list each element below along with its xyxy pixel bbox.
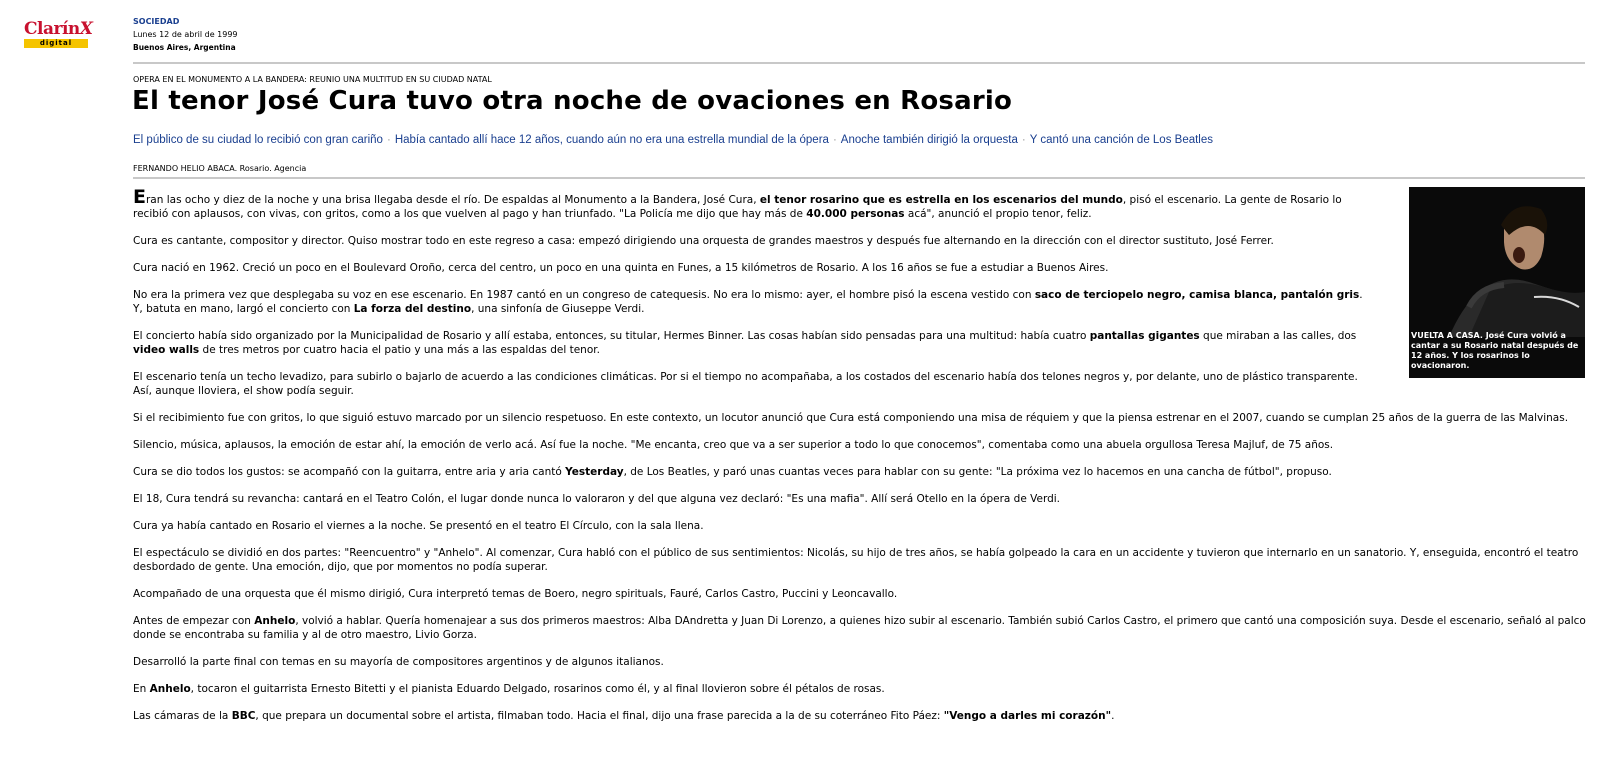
- paragraph: El concierto había sido organizado por la Municipalidad de Rosario y allí estaba, entonces, su titular, Hermes Binner. Las cosas habían sido pensadas para una multitud: había cuatro pantallas gigantes que miraban a las calles, dos video walls de tres metros por cuatro hacia el patio y una más a las espaldas del tenor.: [133, 330, 1357, 356]
- paragraph: Silencio, música, aplausos, la emoción de estar ahí, la emoción de verlo acá. Así fue la noche. "Me encanta, creo que va a ser superior a todo lo que conocemos", comentaba como una abuela orgullosa Teresa Majluf, de 75 años.: [133, 439, 1334, 451]
- drop-cap: E: [133, 186, 146, 208]
- paragraph: El escenario tenía un techo levadizo, para subirlo o bajarlo de acuerdo a las condiciones climáticas. Por si el tiempo no acompañaba, a los costados del escenario había dos telones negros y, por delante, uno de plástico transparente. Así, aunque lloviera, el show podía seguir.: [133, 371, 1358, 397]
- paragraph: En Anhelo, tocaron el guitarrista Ernesto Bitetti y el pianista Eduardo Delgado, rosarinos como él, y al final llovieron sobre él pétalos de rosas.: [133, 683, 885, 695]
- logo-wordmark: ClarínX: [24, 19, 93, 39]
- logo-digital-badge: digital: [24, 39, 88, 48]
- subhead-separator: ·: [832, 134, 837, 146]
- header-divider: [133, 62, 1585, 64]
- paragraph: No era la primera vez que desplegaba su voz en ese escenario. En 1987 cantó en un congreso de catequesis. No era lo mismo: ayer, el hombre pisó la escena vestido con saco de terciopelo negro, camisa blanca, pantalón gris. Y, batuta en mano, largó el concierto con La forza del destino, una sinfonía de Giuseppe Verdi.: [133, 289, 1363, 315]
- kicker: OPERA EN EL MONUMENTO A LA BANDERA: REUNIO UNA MULTITUD EN SU CIUDAD NATAL: [133, 75, 492, 84]
- location-label: Buenos Aires, Argentina: [133, 43, 236, 52]
- paragraph: Cura se dio todos los gustos: se acompañó con la guitarra, entre aria y aria cantó Yesterday, de Los Beatles, y paró unas cuantas veces para hablar con su gente: "La próxima vez lo hacemos en una cancha de fútbol", propuso.: [133, 466, 1332, 478]
- logo-x-mark: X: [79, 19, 93, 39]
- paragraph: Acompañado de una orquesta que él mismo dirigió, Cura interpretó temas de Boero, negro spirituals, Fauré, Carlos Castro, Puccini y Leoncavallo.: [133, 588, 898, 600]
- photo-caption: VUELTA A CASA. José Cura volvió a cantar a su Rosario natal después de 12 años. Y los rosarinos lo ovacionaron.: [1411, 331, 1579, 370]
- paragraph: Si el recibimiento fue con gritos, lo que siguió estuvo marcado por un silencio respetuoso. En este contexto, un locutor anunció que Cura está componiendo una misa de réquiem y que la piensa estrenar en el 2007, cuando se cumplan 25 años de la guerra de las Malvinas.: [133, 412, 1569, 424]
- paragraph: Desarrolló la parte final con temas en su mayoría de compositores argentinos y de algunos italianos.: [133, 656, 664, 668]
- paragraph: Eran las ocho y diez de la noche y una brisa llegaba desde el río. De espaldas al Monumento a la Bandera, José Cura, el tenor rosarino que es estrella en los escenarios del mundo, pisó el escenario. La gente de Rosario lo recibió con aplausos, con vivas, con gritos, como a los que vuelven al pago y han triunfado. "La Policía me dijo que hay más de 40.000 personas acá", anunció el propio tenor, feliz.: [133, 186, 1342, 220]
- paragraph: Cura nació en 1962. Creció un poco en el Boulevard Oroño, cerca del centro, un poco en una quinta en Funes, a 15 kilómetros de Rosario. A los 16 años se fue a estudiar a Buenos Aires.: [133, 262, 1109, 274]
- subhead-separator: ·: [386, 134, 391, 146]
- clarin-logo[interactable]: [24, 20, 92, 50]
- subhead-item: El público de su ciudad lo recibió con gran cariño: [133, 134, 383, 146]
- paragraph: Las cámaras de la BBC, que prepara un documental sobre el artista, filmaban todo. Hacia el final, dijo una frase parecida a la de su coterráneo Fito Páez: "Vengo a darles mi corazón".: [133, 710, 1115, 722]
- article-meta: [133, 15, 238, 54]
- paragraph: Antes de empezar con Anhelo, volvió a hablar. Quería homenajear a sus dos primeros maestros: Alba DAndretta y Juan Di Lorenzo, a quienes hizo subir al escenario. También subió Carlos Castro, el primero que cantó una composición suya. Desde el escenario, señaló al palco donde se encontraba su familia y al de otro maestro, Livio Gorza.: [133, 615, 1586, 641]
- paragraph: El 18, Cura tendrá su revancha: cantará en el Teatro Colón, el lugar donde nunca lo valoraron y del que alguna vez declaró: "Es una mafia". Allí será Otello en la ópera de Verdi.: [133, 493, 1061, 505]
- paragraph: Cura es cantante, compositor y director. Quiso mostrar todo en este regreso a casa: empezó dirigiendo una orquesta de grandes maestros y después fue alternando en la dirección con el director sustituto, José Ferrer.: [133, 235, 1274, 247]
- subhead-separator: ·: [1021, 134, 1026, 146]
- subhead-item: Y cantó una canción de Los Beatles: [1029, 134, 1213, 146]
- subheads: [133, 134, 1213, 146]
- article-body: [133, 186, 1586, 736]
- section-label[interactable]: SOCIEDAD: [133, 17, 180, 26]
- subhead-item: Anoche también dirigió la orquesta: [840, 134, 1018, 146]
- subhead-item: Había cantado allí hace 12 años, cuando aún no era una estrella mundial de la ópera: [394, 134, 829, 146]
- byline: FERNANDO HELIO ABACA. Rosario. Agencia: [133, 164, 307, 173]
- byline-divider: [133, 177, 1585, 179]
- headline: El tenor José Cura tuvo otra noche de ovaciones en Rosario: [132, 86, 1013, 116]
- paragraph: El espectáculo se dividió en dos partes: "Reencuentro" y "Anhelo". Al comenzar, Cura habló con el público de sus sentimientos: Nicolás, su hijo de tres años, se había golpeado la cara en un accidente y tuvieron que internarlo en un sanatorio. Y, enseguida, encontró el teatro desbordado de gente. Una emoción, dijo, que por momentos no podía superar.: [133, 547, 1579, 573]
- publish-date: Lunes 12 de abril de 1999: [133, 30, 238, 39]
- paragraph: Cura ya había cantado en Rosario el viernes a la noche. Se presentó en el teatro El Círculo, con la sala llena.: [133, 520, 704, 532]
